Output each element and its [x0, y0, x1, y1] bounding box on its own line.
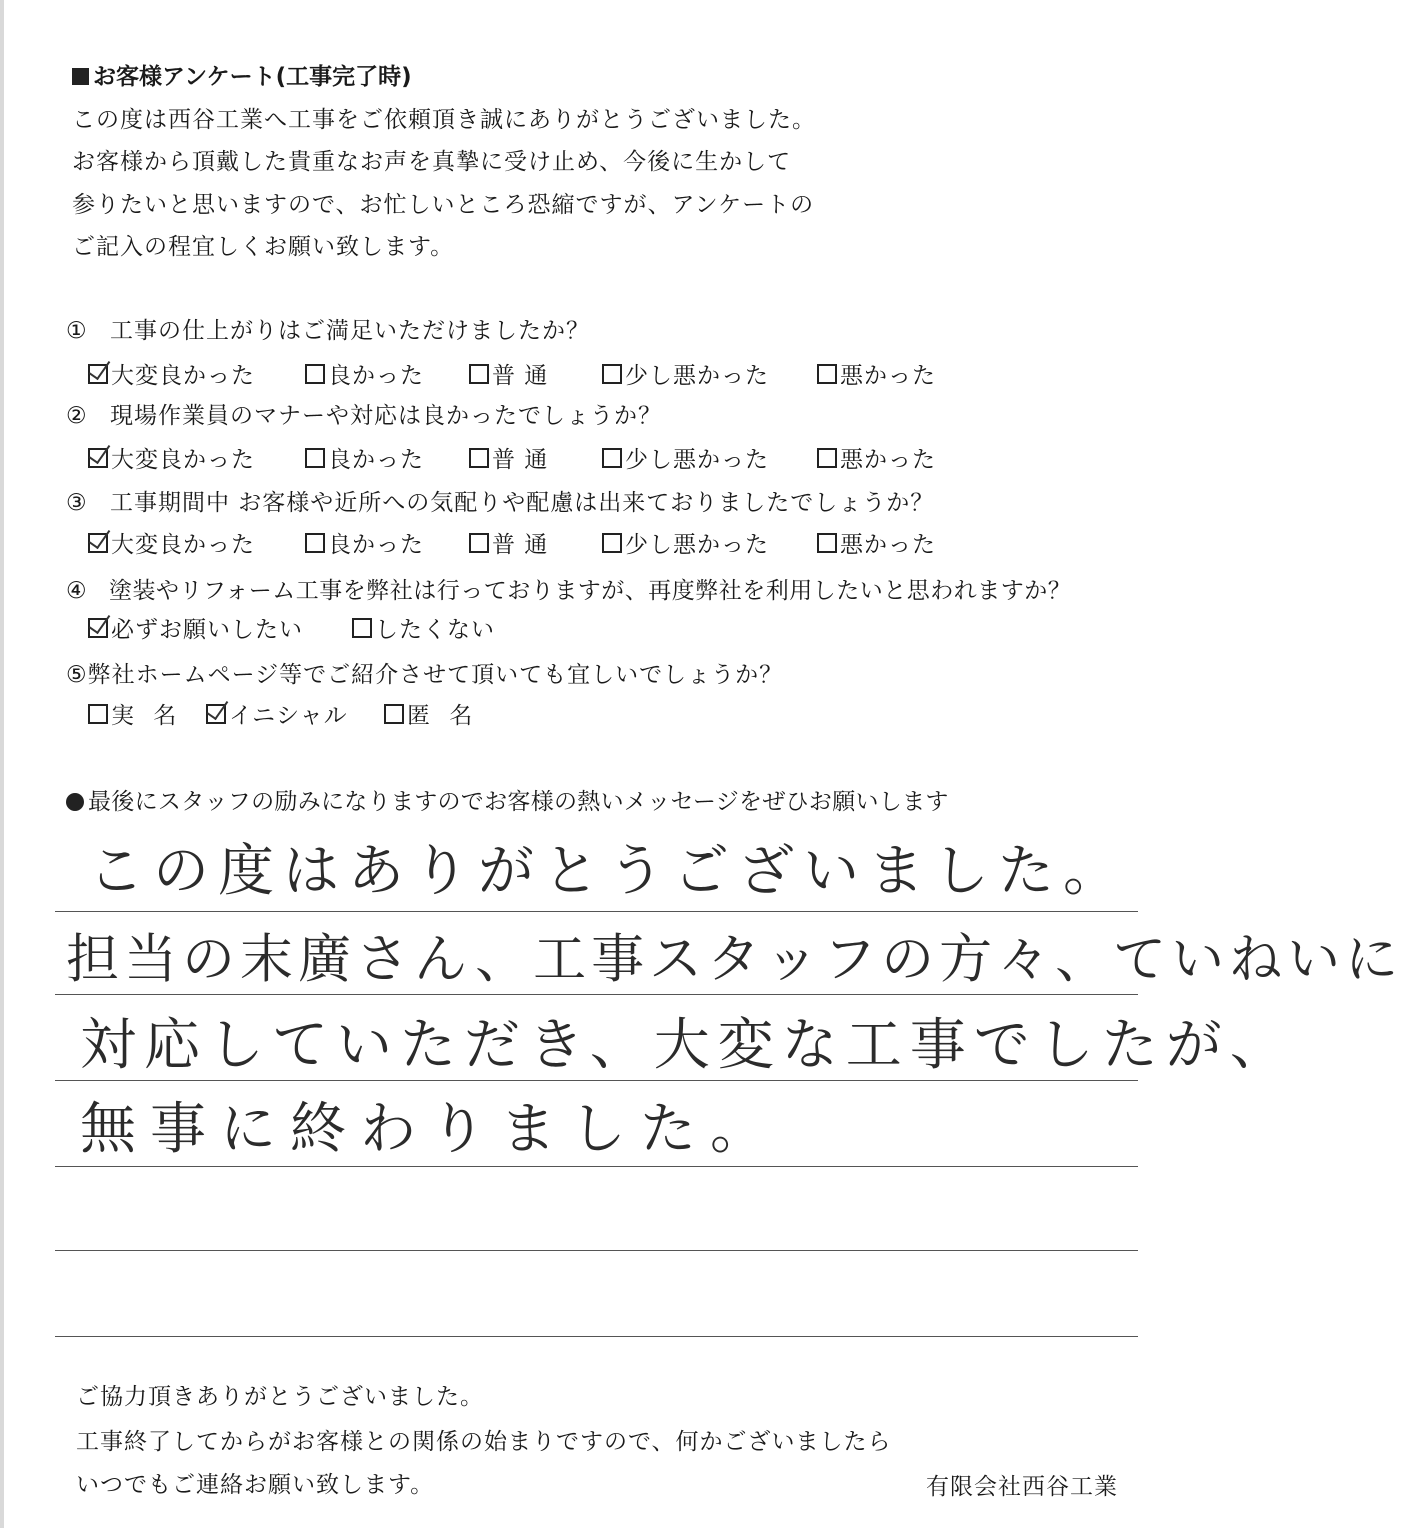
- question-text: 塗装やリフォーム工事を弊社は行っておりますが、再度弊社を利用したいと思われますか？: [108, 578, 1072, 604]
- q2-option-slightly-bad[interactable]: [602, 445, 769, 475]
- checkbox-icon: [602, 448, 622, 468]
- checkbox-icon: [352, 618, 372, 638]
- writing-line: [55, 994, 1138, 995]
- q5-option-anonymous[interactable]: [384, 701, 478, 731]
- option-label: イニシャル: [229, 703, 348, 729]
- checkbox-icon: [469, 448, 489, 468]
- question-number: ⑤: [66, 662, 88, 688]
- writing-line: [55, 1166, 1138, 1167]
- checkbox-checked-icon: [88, 364, 108, 384]
- question-text: 現場作業員のマナーや対応は良かったでしょうか？: [109, 403, 662, 429]
- option-label: 大変良かった: [111, 363, 255, 389]
- question-number: ④: [66, 578, 88, 604]
- q1-option-bad[interactable]: [817, 361, 936, 391]
- q2-option-very-good[interactable]: [88, 445, 255, 475]
- option-label: 普 通: [492, 363, 549, 389]
- square-bullet-icon: [72, 68, 89, 85]
- option-label: 匿 名: [407, 703, 479, 729]
- writing-line: [55, 1336, 1138, 1337]
- survey-title: [72, 62, 412, 92]
- checkbox-icon: [817, 364, 837, 384]
- handwritten-line-4: 無事に終わりました。: [80, 1097, 780, 1162]
- option-label: 必ずお願いしたい: [111, 617, 303, 643]
- checkbox-checked-icon: [88, 448, 108, 468]
- closing-line-3: いつでもご連絡お願い致します。: [76, 1472, 435, 1498]
- option-label: 少し悪かった: [625, 532, 769, 558]
- q1-option-slightly-bad[interactable]: [602, 361, 769, 391]
- question-3: [66, 488, 934, 518]
- closing-line-1: ご協力頂きありがとうございました。: [76, 1384, 484, 1410]
- question-text: 工事期間中 お客様や近所への気配りや配慮は出来ておりましたでしょうか？: [109, 490, 935, 516]
- option-label: 大変良かった: [111, 532, 255, 558]
- option-label: 良かった: [328, 532, 424, 558]
- q1-option-normal[interactable]: [469, 361, 548, 391]
- question-number: ①: [66, 318, 88, 344]
- checkbox-icon: [305, 364, 325, 384]
- page-edge: [0, 0, 4, 1528]
- intro-line-4: ご記入の程宜しくお願い致します。: [72, 234, 455, 260]
- checkbox-icon: [88, 704, 108, 724]
- checkbox-checked-icon: [88, 618, 108, 638]
- option-label: 大変良かった: [111, 447, 255, 473]
- checkbox-icon: [305, 448, 325, 468]
- option-label: 悪かった: [840, 532, 936, 558]
- q4-option-yes[interactable]: [88, 615, 303, 645]
- q3-option-bad[interactable]: [817, 530, 936, 560]
- q3-option-slightly-bad[interactable]: [602, 530, 769, 560]
- checkbox-icon: [602, 364, 622, 384]
- option-label: 悪かった: [840, 363, 936, 389]
- company-name: 有限会社西谷工業: [926, 1474, 1118, 1500]
- q2-option-good[interactable]: [305, 445, 424, 475]
- message-prompt-text: 最後にスタッフの励みになりますのでお客様の熱いメッセージをぜひお願いします: [88, 789, 949, 815]
- option-label: 普 通: [492, 532, 549, 558]
- question-1: [66, 316, 590, 346]
- option-label: したくない: [375, 617, 495, 643]
- checkbox-checked-icon: [88, 533, 108, 553]
- option-label: 良かった: [328, 447, 424, 473]
- checkbox-checked-icon: [206, 704, 226, 724]
- intro-line-3: 参りたいと思いますので、お忙しいところ恐縮ですが、アンケートの: [72, 192, 815, 218]
- option-label: 良かった: [328, 363, 424, 389]
- q1-option-very-good[interactable]: [88, 361, 255, 391]
- checkbox-icon: [817, 533, 837, 553]
- question-number: ②: [66, 403, 88, 429]
- option-label: 実 名: [111, 703, 183, 729]
- question-4: [66, 576, 1071, 606]
- writing-line: [55, 911, 1138, 912]
- option-label: 悪かった: [840, 447, 936, 473]
- intro-line-2: お客様から頂戴した貴重なお声を真摯に受け止め、今後に生かして: [72, 149, 792, 175]
- checkbox-icon: [469, 533, 489, 553]
- q2-option-bad[interactable]: [817, 445, 936, 475]
- checkbox-icon: [817, 448, 837, 468]
- checkbox-icon: [469, 364, 489, 384]
- question-number: ③: [66, 490, 88, 516]
- intro-line-1: この度は西谷工業へ工事をご依頼頂き誠にありがとうございました。: [72, 107, 816, 133]
- question-5: [66, 660, 783, 690]
- q3-option-normal[interactable]: [469, 530, 548, 560]
- handwritten-line-2: 担当の末廣さん、工事スタッフの方々、ていねいに: [66, 929, 1403, 990]
- handwritten-line-3: 対応していただき、大変な工事でしたが、: [80, 1013, 1294, 1078]
- message-prompt: [66, 787, 949, 817]
- checkbox-icon: [384, 704, 404, 724]
- q5-option-initials[interactable]: [206, 701, 348, 731]
- q3-option-good[interactable]: [305, 530, 424, 560]
- q1-option-good[interactable]: [305, 361, 424, 391]
- writing-line: [55, 1080, 1138, 1081]
- survey-title-text: お客様アンケート(工事完了時): [93, 64, 412, 90]
- option-label: 少し悪かった: [625, 363, 769, 389]
- question-text: 工事の仕上がりはご満足いただけましたか？: [109, 318, 590, 344]
- checkbox-icon: [602, 533, 622, 553]
- q3-option-very-good[interactable]: [88, 530, 255, 560]
- writing-line: [55, 1250, 1138, 1251]
- checkbox-icon: [305, 533, 325, 553]
- q2-option-normal[interactable]: [469, 445, 548, 475]
- option-label: 少し悪かった: [625, 447, 769, 473]
- question-text: 弊社ホームページ等でご紹介させて頂いても宜しいでしょうか？: [87, 662, 784, 688]
- circle-bullet-icon: [66, 793, 84, 811]
- q5-option-real-name[interactable]: [88, 701, 182, 731]
- closing-line-2: 工事終了してからがお客様との関係の始まりですので、何かございましたら: [76, 1429, 892, 1455]
- option-label: 普 通: [492, 447, 549, 473]
- question-2: [66, 401, 662, 431]
- q4-option-no[interactable]: [352, 615, 495, 645]
- handwritten-line-1: この度はありがとうございました。: [88, 839, 1128, 904]
